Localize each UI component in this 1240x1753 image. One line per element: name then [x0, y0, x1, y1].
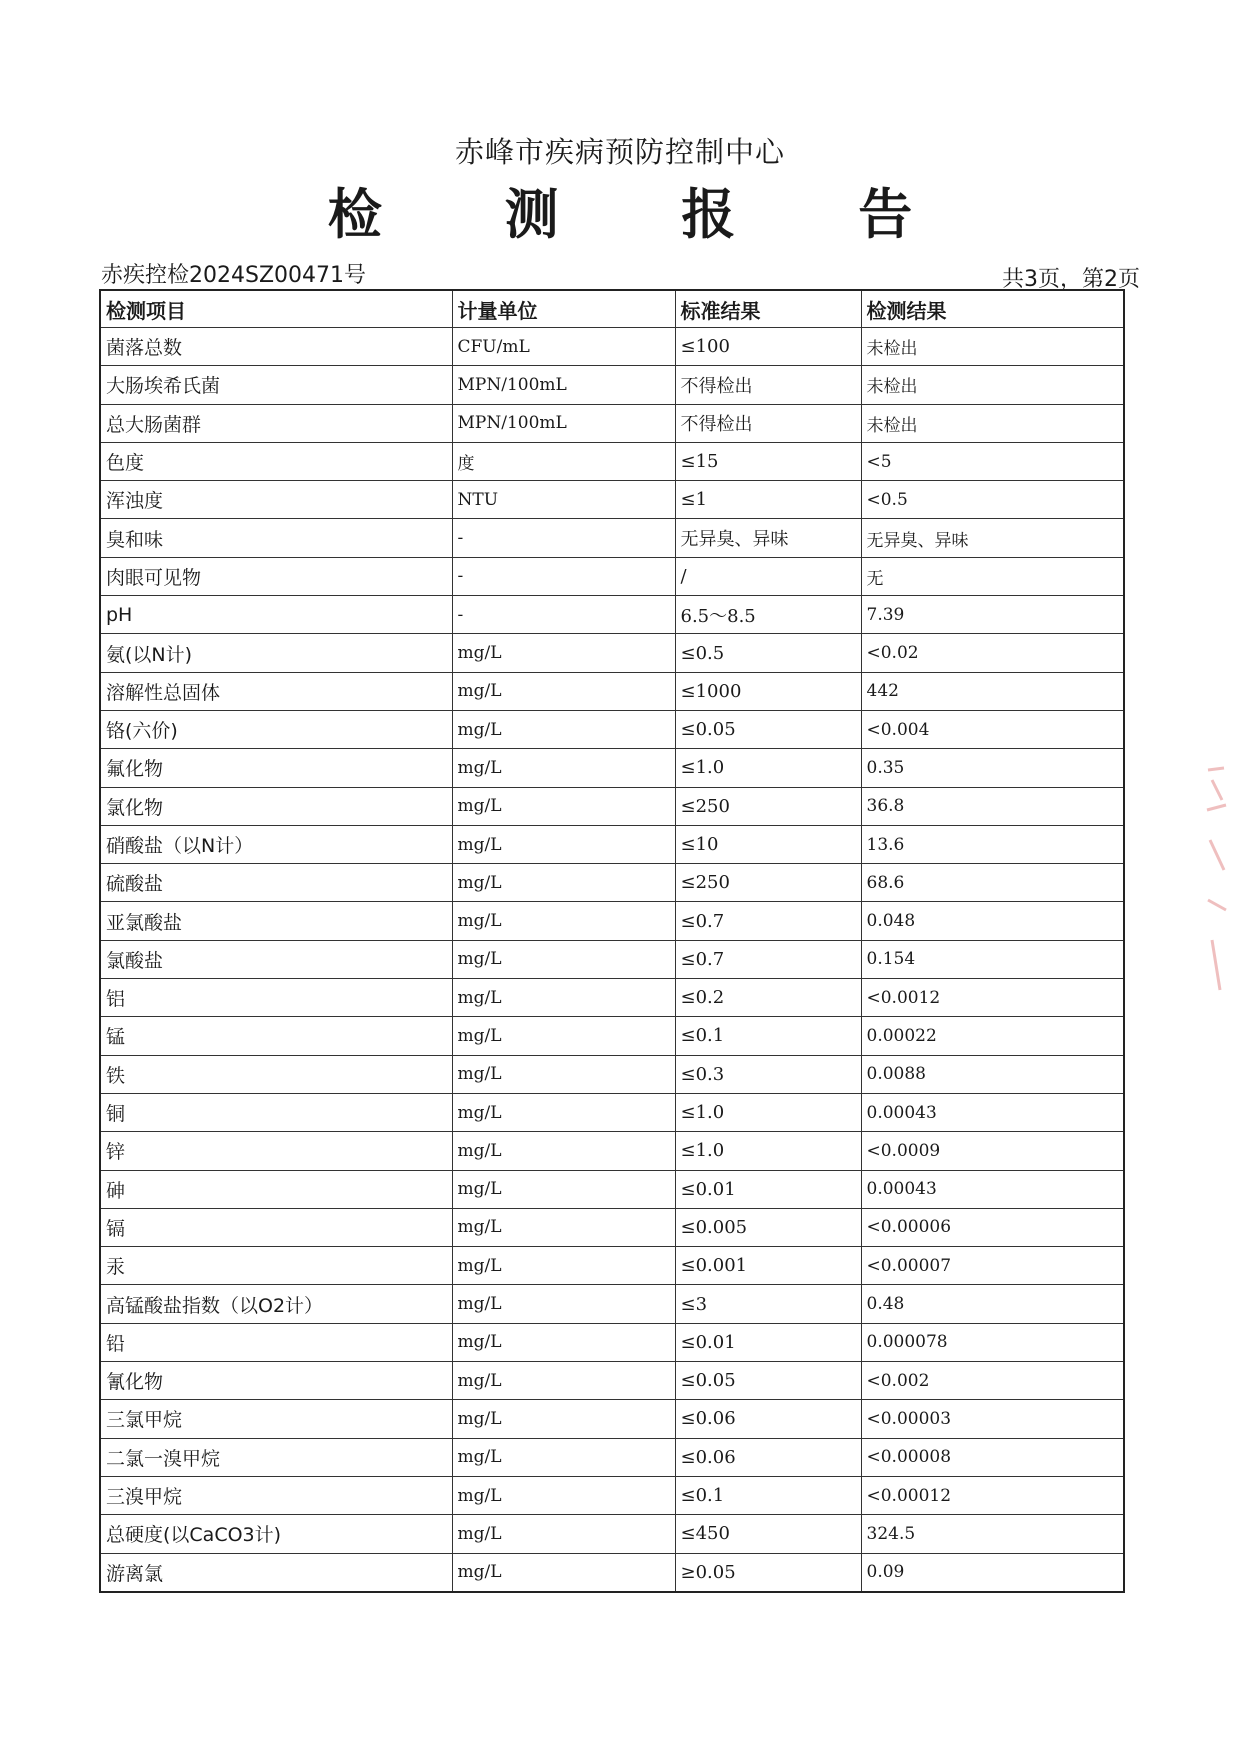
- column-header-item: 检测项目: [100, 290, 452, 328]
- table-row: [100, 672, 1124, 710]
- table-row: [100, 787, 1124, 825]
- table-row: [100, 1438, 1124, 1476]
- cell-unit: mg/L: [452, 1208, 675, 1246]
- cell-result: 7.39: [861, 596, 1124, 634]
- table-row: [100, 1285, 1124, 1323]
- cell-item: 锌: [100, 1132, 452, 1170]
- cell-standard: ≤0.06: [675, 1400, 861, 1438]
- column-header-unit: 计量单位: [452, 290, 675, 328]
- cell-unit: CFU/mL: [452, 328, 675, 366]
- cell-result: 无异臭、异味: [861, 519, 1124, 557]
- cell-result: 0.48: [861, 1285, 1124, 1323]
- cell-result: <0.004: [861, 710, 1124, 748]
- cell-unit: mg/L: [452, 1515, 675, 1553]
- table-row: [100, 328, 1124, 366]
- cell-unit: mg/L: [452, 1285, 675, 1323]
- cell-item: 硫酸盐: [100, 864, 452, 902]
- cell-standard: ≤0.05: [675, 1362, 861, 1400]
- cell-result: <0.002: [861, 1362, 1124, 1400]
- table-row: [100, 1093, 1124, 1131]
- cell-standard: ≤0.2: [675, 979, 861, 1017]
- cell-result: 0.154: [861, 940, 1124, 978]
- cell-standard: ≤100: [675, 328, 861, 366]
- cell-result: 0.35: [861, 749, 1124, 787]
- table-row: [100, 1400, 1124, 1438]
- cell-item: pH: [100, 596, 452, 634]
- cell-standard: ≤0.01: [675, 1323, 861, 1361]
- cell-item: 铜: [100, 1093, 452, 1131]
- report-title: 检 测 报 告: [327, 182, 965, 246]
- table-row: [100, 366, 1124, 404]
- cell-item: 氟化物: [100, 749, 452, 787]
- cell-standard: ≤250: [675, 787, 861, 825]
- report-number: 赤疾控检2024SZ00471号: [101, 263, 367, 288]
- cell-unit: mg/L: [452, 749, 675, 787]
- cell-standard: ≤0.3: [675, 1055, 861, 1093]
- cell-unit: mg/L: [452, 1400, 675, 1438]
- cell-unit: mg/L: [452, 979, 675, 1017]
- table-row: [100, 710, 1124, 748]
- table-row: [100, 1476, 1124, 1514]
- cell-result: 13.6: [861, 825, 1124, 863]
- cell-result: 0.00043: [861, 1093, 1124, 1131]
- cell-result: <0.00008: [861, 1438, 1124, 1476]
- table-row: [100, 1515, 1124, 1553]
- cell-standard: ≤0.001: [675, 1247, 861, 1285]
- cell-result: 无: [861, 557, 1124, 595]
- cell-result: <0.00006: [861, 1208, 1124, 1246]
- cell-standard: ≤250: [675, 864, 861, 902]
- table-row: [100, 825, 1124, 863]
- cell-item: 铁: [100, 1055, 452, 1093]
- cell-result: 324.5: [861, 1515, 1124, 1553]
- table-row: [100, 1132, 1124, 1170]
- cell-item: 氰化物: [100, 1362, 452, 1400]
- cell-unit: mg/L: [452, 1055, 675, 1093]
- cell-unit: mg/L: [452, 1017, 675, 1055]
- cell-standard: ≤0.1: [675, 1017, 861, 1055]
- table-row: [100, 1362, 1124, 1400]
- cell-unit: mg/L: [452, 787, 675, 825]
- red-stamp-mark: [1202, 760, 1232, 1010]
- cell-unit: 度: [452, 442, 675, 480]
- cell-unit: NTU: [452, 481, 675, 519]
- cell-standard: ≤1.0: [675, 1132, 861, 1170]
- page-info: 共3页，第2页: [1002, 267, 1140, 292]
- cell-unit: mg/L: [452, 1438, 675, 1476]
- cell-unit: mg/L: [452, 634, 675, 672]
- table-row: [100, 1017, 1124, 1055]
- cell-item: 肉眼可见物: [100, 557, 452, 595]
- cell-unit: mg/L: [452, 864, 675, 902]
- cell-standard: ≤1.0: [675, 1093, 861, 1131]
- cell-standard: ≤450: [675, 1515, 861, 1553]
- cell-result: 未检出: [861, 328, 1124, 366]
- cell-item: 硝酸盐（以N计）: [100, 825, 452, 863]
- cell-item: 三氯甲烷: [100, 1400, 452, 1438]
- cell-standard: ≥0.05: [675, 1553, 861, 1592]
- cell-result: <5: [861, 442, 1124, 480]
- table-row: [100, 557, 1124, 595]
- table-row: [100, 864, 1124, 902]
- column-header-standard: 标准结果: [675, 290, 861, 328]
- cell-standard: ≤1000: [675, 672, 861, 710]
- table-row: [100, 1055, 1124, 1093]
- cell-unit: -: [452, 557, 675, 595]
- cell-item: 溶解性总固体: [100, 672, 452, 710]
- table-row: [100, 634, 1124, 672]
- table-row: [100, 519, 1124, 557]
- cell-item: 铝: [100, 979, 452, 1017]
- cell-unit: mg/L: [452, 902, 675, 940]
- cell-item: 亚氯酸盐: [100, 902, 452, 940]
- cell-item: 铬(六价): [100, 710, 452, 748]
- cell-unit: mg/L: [452, 1553, 675, 1592]
- table-row: [100, 442, 1124, 480]
- cell-standard: ≤0.01: [675, 1170, 861, 1208]
- cell-item: 氨(以N计): [100, 634, 452, 672]
- results-table: [99, 289, 1125, 1593]
- table-header-row: [100, 290, 1124, 328]
- cell-item: 色度: [100, 442, 452, 480]
- column-header-result: 检测结果: [861, 290, 1124, 328]
- cell-unit: mg/L: [452, 825, 675, 863]
- cell-standard: 6.5～8.5: [675, 596, 861, 634]
- cell-standard: ≤0.7: [675, 940, 861, 978]
- cell-result: 未检出: [861, 404, 1124, 442]
- organization-name: 赤峰市疾病预防控制中心: [454, 135, 785, 169]
- cell-unit: mg/L: [452, 1247, 675, 1285]
- cell-item: 游离氯: [100, 1553, 452, 1592]
- cell-unit: mg/L: [452, 672, 675, 710]
- table-row: [100, 1247, 1124, 1285]
- table-row: [100, 1553, 1124, 1592]
- cell-item: 高锰酸盐指数（以O2计）: [100, 1285, 452, 1323]
- cell-standard: ≤0.06: [675, 1438, 861, 1476]
- cell-item: 汞: [100, 1247, 452, 1285]
- cell-item: 总大肠菌群: [100, 404, 452, 442]
- cell-standard: ≤0.5: [675, 634, 861, 672]
- cell-result: <0.00007: [861, 1247, 1124, 1285]
- cell-standard: ≤10: [675, 825, 861, 863]
- cell-unit: MPN/100mL: [452, 404, 675, 442]
- cell-result: <0.00003: [861, 1400, 1124, 1438]
- cell-standard: 不得检出: [675, 366, 861, 404]
- cell-item: 镉: [100, 1208, 452, 1246]
- table-row: [100, 979, 1124, 1017]
- cell-result: 68.6: [861, 864, 1124, 902]
- table-row: [100, 481, 1124, 519]
- cell-standard: ≤1.0: [675, 749, 861, 787]
- cell-unit: mg/L: [452, 940, 675, 978]
- cell-result: 0.00043: [861, 1170, 1124, 1208]
- cell-unit: mg/L: [452, 1170, 675, 1208]
- table-row: [100, 902, 1124, 940]
- cell-item: 三溴甲烷: [100, 1476, 452, 1514]
- cell-item: 砷: [100, 1170, 452, 1208]
- table-row: [100, 596, 1124, 634]
- cell-item: 大肠埃希氏菌: [100, 366, 452, 404]
- cell-result: <0.0009: [861, 1132, 1124, 1170]
- table-row: [100, 1208, 1124, 1246]
- cell-standard: ≤0.05: [675, 710, 861, 748]
- cell-result: 未检出: [861, 366, 1124, 404]
- table-row: [100, 1323, 1124, 1361]
- cell-standard: ≤1: [675, 481, 861, 519]
- table-row: [100, 404, 1124, 442]
- cell-item: 二氯一溴甲烷: [100, 1438, 452, 1476]
- cell-item: 锰: [100, 1017, 452, 1055]
- cell-result: <0.00012: [861, 1476, 1124, 1514]
- table-row: [100, 940, 1124, 978]
- cell-unit: MPN/100mL: [452, 366, 675, 404]
- cell-unit: -: [452, 596, 675, 634]
- cell-item: 铅: [100, 1323, 452, 1361]
- cell-item: 菌落总数: [100, 328, 452, 366]
- cell-unit: mg/L: [452, 1093, 675, 1131]
- table-row: [100, 1170, 1124, 1208]
- cell-result: 0.09: [861, 1553, 1124, 1592]
- cell-result: <0.0012: [861, 979, 1124, 1017]
- cell-standard: 不得检出: [675, 404, 861, 442]
- cell-unit: mg/L: [452, 1323, 675, 1361]
- cell-unit: mg/L: [452, 1132, 675, 1170]
- cell-item: 浑浊度: [100, 481, 452, 519]
- cell-result: 0.00022: [861, 1017, 1124, 1055]
- cell-item: 氯酸盐: [100, 940, 452, 978]
- cell-result: 0.048: [861, 902, 1124, 940]
- cell-standard: ≤3: [675, 1285, 861, 1323]
- cell-result: <0.02: [861, 634, 1124, 672]
- cell-result: 36.8: [861, 787, 1124, 825]
- cell-unit: mg/L: [452, 1362, 675, 1400]
- cell-standard: ≤0.005: [675, 1208, 861, 1246]
- cell-result: 0.0088: [861, 1055, 1124, 1093]
- table-body: [100, 328, 1124, 1592]
- cell-item: 臭和味: [100, 519, 452, 557]
- cell-standard: ≤15: [675, 442, 861, 480]
- cell-result: <0.5: [861, 481, 1124, 519]
- cell-standard: 无异臭、异味: [675, 519, 861, 557]
- cell-standard: ≤0.1: [675, 1476, 861, 1514]
- cell-unit: -: [452, 519, 675, 557]
- cell-unit: mg/L: [452, 710, 675, 748]
- cell-unit: mg/L: [452, 1476, 675, 1514]
- cell-item: 总硬度(以CaCO3计): [100, 1515, 452, 1553]
- cell-standard: ≤0.7: [675, 902, 861, 940]
- table-row: [100, 749, 1124, 787]
- cell-item: 氯化物: [100, 787, 452, 825]
- cell-standard: /: [675, 557, 861, 595]
- cell-result: 442: [861, 672, 1124, 710]
- cell-result: 0.000078: [861, 1323, 1124, 1361]
